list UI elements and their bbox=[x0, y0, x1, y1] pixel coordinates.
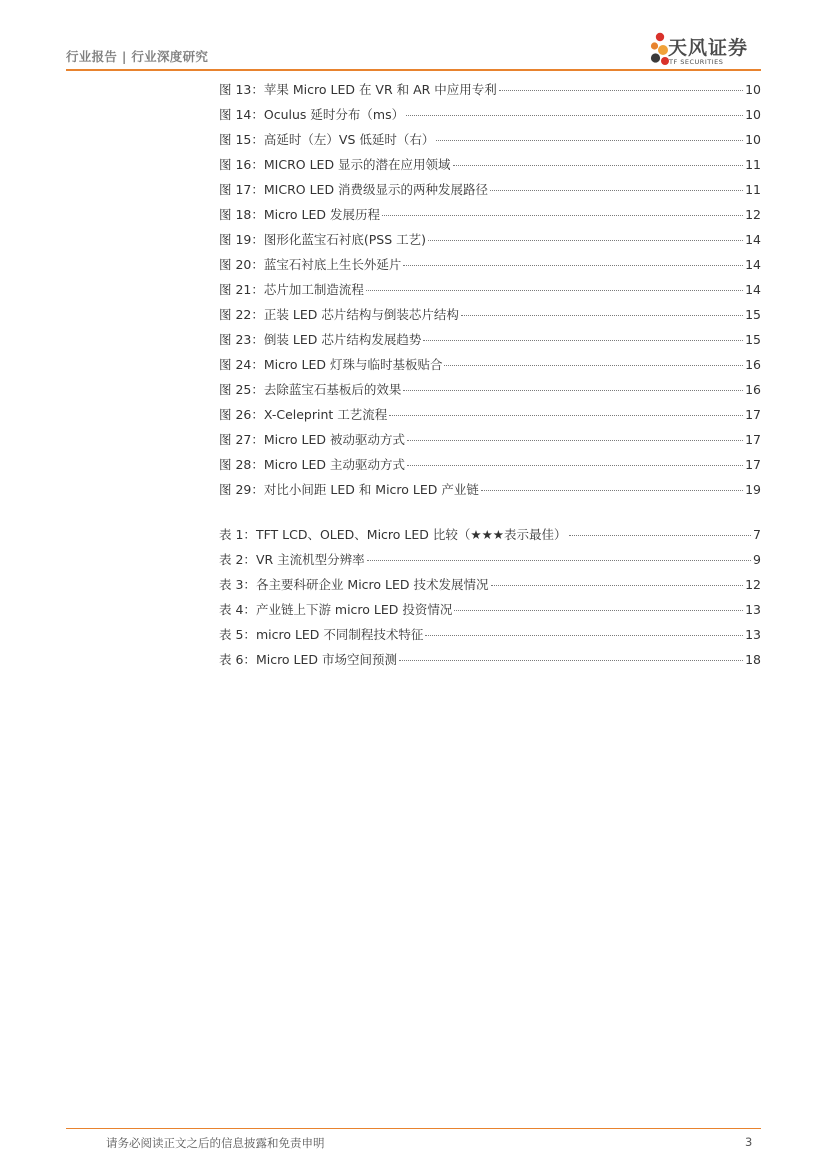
toc-page-number: 17 bbox=[745, 457, 761, 472]
toc-label: 图 28： bbox=[219, 457, 264, 472]
toc-title: 芯片加工制造流程 bbox=[263, 282, 364, 297]
toc-leader-dots bbox=[491, 584, 744, 586]
toc-figure-row[interactable] bbox=[219, 202, 761, 227]
toc-title: 蓝宝石衬底上生长外延片 bbox=[263, 257, 402, 272]
toc-page-number: 9 bbox=[753, 552, 761, 567]
figure-list bbox=[219, 77, 761, 502]
toc-title: Oculus 延时分布（ms） bbox=[263, 107, 405, 122]
toc-figure-row[interactable] bbox=[219, 352, 761, 377]
logo-subtitle: TF SECURITIES bbox=[669, 58, 724, 66]
toc-label: 图 18： bbox=[219, 207, 264, 222]
toc-page-number: 17 bbox=[745, 407, 761, 422]
toc-figure-row[interactable] bbox=[219, 152, 761, 177]
toc-page-number: 14 bbox=[745, 257, 761, 272]
toc-leader-dots bbox=[481, 489, 743, 491]
toc-page-number: 14 bbox=[745, 282, 761, 297]
toc-page-number: 11 bbox=[745, 182, 761, 197]
toc-figure-row[interactable] bbox=[219, 402, 761, 427]
toc-page-number: 19 bbox=[745, 482, 761, 497]
toc-figure-row[interactable] bbox=[219, 227, 761, 252]
toc-label: 图 15： bbox=[219, 132, 264, 147]
toc-figure-row[interactable] bbox=[219, 377, 761, 402]
toc-title: MICRO LED 显示的潜在应用领域 bbox=[263, 157, 451, 172]
toc-leader-dots bbox=[407, 464, 743, 466]
toc-leader-dots bbox=[399, 659, 743, 661]
toc-page-number: 15 bbox=[745, 307, 761, 322]
toc-leader-dots bbox=[403, 389, 743, 391]
toc-label: 图 26： bbox=[219, 407, 264, 422]
logo-name: 天风证券 bbox=[668, 37, 749, 59]
toc-figure-row[interactable] bbox=[219, 177, 761, 202]
toc-title: micro LED 不同制程技术特征 bbox=[255, 627, 424, 642]
toc-label: 图 16： bbox=[219, 157, 264, 172]
toc-page-number: 16 bbox=[745, 357, 761, 372]
toc-title: VR 主流机型分辨率 bbox=[255, 552, 365, 567]
toc-title: 对比小间距 LED 和 Micro LED 产业链 bbox=[263, 482, 479, 497]
toc-table-row[interactable] bbox=[219, 572, 761, 597]
toc-page-number: 12 bbox=[745, 577, 761, 592]
toc-page-number: 10 bbox=[745, 107, 761, 122]
toc-title: 图形化蓝宝石衬底(PSS 工艺) bbox=[263, 232, 427, 247]
toc-label: 图 29： bbox=[219, 482, 264, 497]
toc-label: 图 21： bbox=[219, 282, 264, 297]
toc-leader-dots bbox=[454, 609, 743, 611]
toc-figure-row[interactable] bbox=[219, 452, 761, 477]
page-number: 3 bbox=[745, 1135, 753, 1149]
toc-label: 表 5： bbox=[219, 627, 256, 642]
toc-title: Micro LED 市场空间预测 bbox=[255, 652, 398, 667]
toc-figure-row[interactable] bbox=[219, 477, 761, 502]
report-type-label: 行业报告 | 行业深度研究 bbox=[66, 49, 209, 64]
toc-title: 高延时（左）VS 低延时（右） bbox=[263, 132, 435, 147]
toc-leader-dots bbox=[423, 339, 743, 341]
toc-leader-dots bbox=[367, 559, 751, 561]
toc-table-row[interactable] bbox=[219, 547, 761, 572]
toc-label: 表 3： bbox=[219, 577, 256, 592]
toc-leader-dots bbox=[389, 414, 743, 416]
toc-page-number: 13 bbox=[745, 627, 761, 642]
toc-label: 表 6： bbox=[219, 652, 256, 667]
toc-title: Micro LED 主动驱动方式 bbox=[263, 457, 405, 472]
toc-leader-dots bbox=[366, 289, 743, 291]
toc-leader-dots bbox=[403, 264, 743, 266]
toc-page-number: 15 bbox=[745, 332, 761, 347]
toc-figure-row[interactable] bbox=[219, 277, 761, 302]
footer-divider bbox=[66, 1128, 761, 1129]
toc-title: Micro LED 被动驱动方式 bbox=[263, 432, 405, 447]
toc-page-number: 16 bbox=[745, 382, 761, 397]
toc-label: 图 22： bbox=[219, 307, 264, 322]
toc-label: 图 20： bbox=[219, 257, 264, 272]
toc-leader-dots bbox=[436, 139, 743, 141]
toc-page-number: 10 bbox=[745, 82, 761, 97]
toc-title: 正装 LED 芯片结构与倒装芯片结构 bbox=[263, 307, 459, 322]
toc-label: 图 17： bbox=[219, 182, 264, 197]
toc-label: 图 14： bbox=[219, 107, 264, 122]
toc-title: 产业链上下游 micro LED 投资情况 bbox=[255, 602, 453, 617]
toc-label: 图 19： bbox=[219, 232, 264, 247]
toc-page-number: 11 bbox=[745, 157, 761, 172]
toc-leader-dots bbox=[453, 164, 744, 166]
toc-title: Micro LED 灯珠与临时基板贴合 bbox=[263, 357, 443, 372]
toc-figure-row[interactable] bbox=[219, 427, 761, 452]
toc-page-number: 18 bbox=[745, 652, 761, 667]
toc-table-row[interactable] bbox=[219, 522, 761, 547]
toc-page-number: 7 bbox=[753, 527, 761, 542]
toc-title: 去除蓝宝石基板后的效果 bbox=[263, 382, 402, 397]
toc-figure-row[interactable] bbox=[219, 252, 761, 277]
toc-table-row[interactable] bbox=[219, 622, 761, 647]
header-divider bbox=[66, 69, 761, 71]
toc-leader-dots bbox=[428, 239, 743, 241]
toc-title: 各主要科研企业 Micro LED 技术发展情况 bbox=[255, 577, 489, 592]
toc-figure-row[interactable] bbox=[219, 102, 761, 127]
toc-label: 图 13： bbox=[219, 82, 264, 97]
footer-disclaimer: 请务必阅读正文之后的信息披露和免责申明 bbox=[106, 1136, 325, 1150]
toc-leader-dots bbox=[382, 214, 743, 216]
toc-title: MICRO LED 消费级显示的两种发展路径 bbox=[263, 182, 489, 197]
toc-page-number: 14 bbox=[745, 232, 761, 247]
toc-figure-row[interactable] bbox=[219, 127, 761, 152]
toc-leader-dots bbox=[499, 89, 743, 91]
toc-table-row[interactable] bbox=[219, 597, 761, 622]
toc-title: 苹果 Micro LED 在 VR 和 AR 中应用专利 bbox=[263, 82, 497, 97]
toc-title: 倒装 LED 芯片结构发展趋势 bbox=[263, 332, 422, 347]
toc-label: 表 2： bbox=[219, 552, 256, 567]
toc-table-row[interactable] bbox=[219, 647, 761, 672]
toc-title: X-Celeprint 工艺流程 bbox=[263, 407, 388, 422]
toc-leader-dots bbox=[407, 439, 743, 441]
toc-label: 图 24： bbox=[219, 357, 264, 372]
toc-page-number: 17 bbox=[745, 432, 761, 447]
toc-title: TFT LCD、OLED、Micro LED 比较（★★★表示最佳） bbox=[255, 527, 567, 542]
toc-label: 图 25： bbox=[219, 382, 264, 397]
toc-figure-row[interactable] bbox=[219, 327, 761, 352]
table-list bbox=[219, 522, 761, 672]
toc-label: 图 23： bbox=[219, 332, 264, 347]
toc-label: 表 1： bbox=[219, 527, 256, 542]
toc-page-number: 12 bbox=[745, 207, 761, 222]
toc-leader-dots bbox=[490, 189, 743, 191]
toc-figure-row[interactable] bbox=[219, 77, 761, 102]
toc-title: Micro LED 发展历程 bbox=[263, 207, 380, 222]
toc-leader-dots bbox=[461, 314, 743, 316]
toc-leader-dots bbox=[444, 364, 743, 366]
toc-leader-dots bbox=[425, 634, 743, 636]
toc-page-number: 13 bbox=[745, 602, 761, 617]
toc-label: 图 27： bbox=[219, 432, 264, 447]
toc-leader-dots bbox=[569, 534, 752, 536]
toc-figure-row[interactable] bbox=[219, 302, 761, 327]
toc-page-number: 10 bbox=[745, 132, 761, 147]
toc-label: 表 4： bbox=[219, 602, 256, 617]
toc-leader-dots bbox=[406, 114, 743, 116]
